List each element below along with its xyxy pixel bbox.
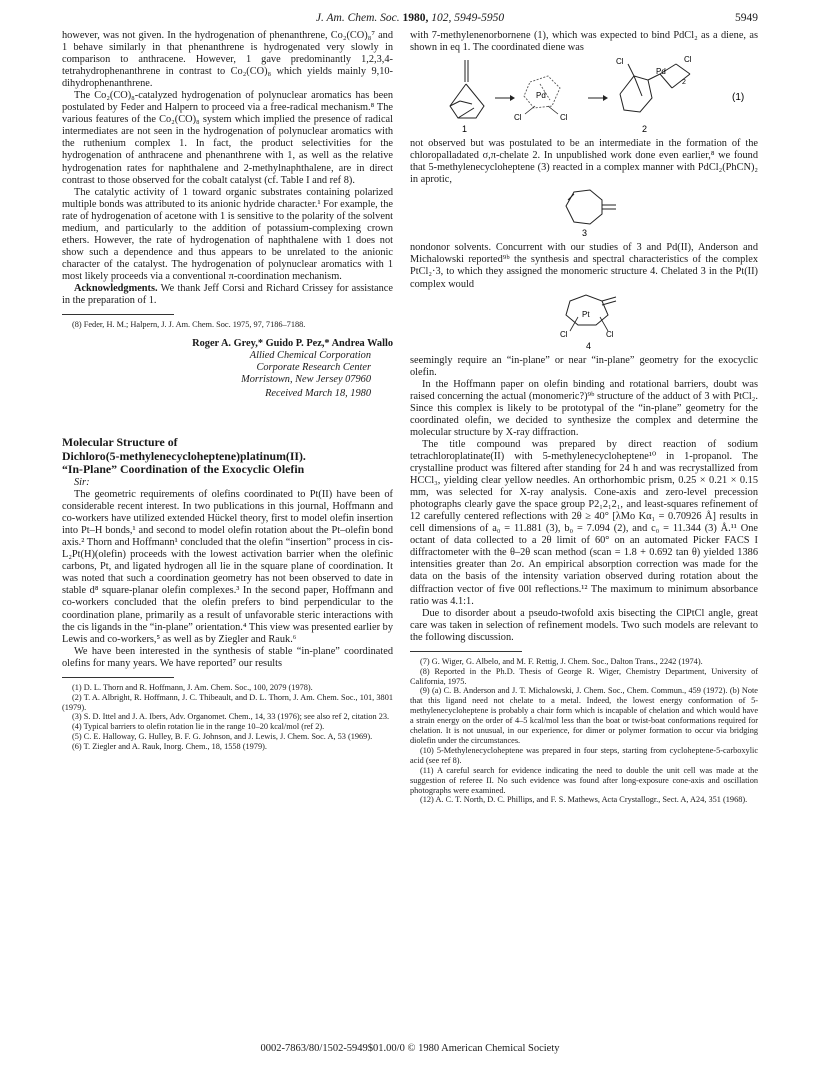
left-column bbox=[62, 30, 393, 752]
footnote: (6) T. Ziegler and A. Rauk, Inorg. Chem., 18, 1558 (1979). bbox=[72, 742, 267, 752]
footnote: (12) A. C. T. North, D. C. Phillips, and F. S. Mathews, Acta Crystallogr., Sect. A, A24, 351 (1968). bbox=[420, 795, 748, 805]
footnote: (10) 5-Methylenecycloheptene was prepared in four steps, starting from cycloheptene-5-carboxylic acid (see ref 8). bbox=[410, 745, 758, 765]
compound-2-label: 2 bbox=[642, 124, 648, 135]
footnote-rule bbox=[410, 651, 522, 652]
arrow-head bbox=[603, 95, 608, 101]
footnote: (11) A careful search for evidence indicating the need to double the unit cell was made at the suggestion of referee II. No such evidence was found after long-exposure cone-axis and oscillation photographs were examined. bbox=[410, 765, 758, 795]
svg-text:Cl: Cl bbox=[684, 55, 692, 65]
compound-3-figure bbox=[410, 186, 758, 242]
page-footer: 0002-7863/80/1502-5949$01.00/0 © 1980 American Chemical Society bbox=[260, 1043, 560, 1054]
footnote-rule bbox=[62, 314, 174, 315]
affiliation: Allied Chemical Corporation bbox=[249, 350, 371, 362]
paragraph: In the Hoffmann paper on olefin binding and rotational barriers, doubt was raised concerning the actual (monomeric?)⁹ᵇ structure of the adduct of 3 with PtCl₂. Since this complex is likely to be prototypal of the “in-plane” geometry for the coordinated olefin, we decided to synthesize the complex and determine the molecular structure by X-ray diffraction. bbox=[410, 378, 758, 438]
footnote: (3) S. D. Ittel and J. A. Ibers, Adv. Organomet. Chem., 14, 33 (1976); see also ref 2, citation 23. bbox=[72, 712, 390, 722]
authors: Roger A. Grey,* Guido P. Pez,* Andrea Wallo bbox=[192, 337, 393, 349]
footnote: (9) (a) C. B. Anderson and J. T. Michalowski, J. Chem. Soc., Chem. Commun., 459 (1972). (b) Note that this ligand need not chelate to a metal. Indeed, the lowest energy conformation of 5-methylenecycloheptene is probably a chair form which is incapable of chelation and which would have a strain energy on the order of 4–5 kcal/mol less than the boat or twist-boat conformations required for chelation. It is not unusual, in our experience, for dimer or polymer formation to occur via bridging diolefin under the circumstances. bbox=[410, 686, 758, 745]
affiliation: Morristown, New Jersey 07960 bbox=[241, 374, 371, 386]
svg-text:2: 2 bbox=[682, 79, 686, 87]
paragraph: The Co₂(CO)₈-catalyzed hydrogenation of polynuclear aromatics has been postulated by Feder and Halpern to proceed via a free-radical mechanism.⁸ The various features of the Co₂(CO)₈ system which implied the presence of radical intermediates are not seen in the hydrogenation of polynuclear aromatics with the ruthenium complex 1. In fact, the product selectivities for the hydrogenation of anthracene and phenanthrene with 1, as well as the relative hydrogenation rates for naphthalene and 2-methylnaphthalene, are in direct contrast to those observed for the cobalt catalyst (cf. Table I and ref 8). bbox=[62, 90, 393, 186]
affiliation: Corporate Research Center bbox=[256, 362, 371, 374]
article-title: Molecular Structure of Dichloro(5-methylenecycloheptene)platinum(II). “In-Plane” Coordination of the Exocyclic Olefin bbox=[62, 435, 306, 477]
paragraph: Due to disorder about a pseudo-twofold axis bisecting the ClPtCl angle, great care was taken in selection of refinement models. Two such models are relevant to the following discussion. bbox=[410, 607, 758, 643]
footnote: (7) G. Wiger, G. Albelo, and M. F. Rettig, J. Chem. Soc., Dalton Trans., 2242 (1974). bbox=[420, 656, 703, 666]
journal-citation: J. Am. Chem. Soc. 1980, 102, 5949-5950 bbox=[315, 12, 505, 24]
svg-text:Cl: Cl bbox=[560, 113, 568, 123]
paragraph: The geometric requirements of olefins coordinated to Pt(II) have been of considerable recent interest. In two publications in this journal, Hoffmann and co-workers have utilized extended Hückel theory, first to model olefin insertion into Pt–H bonds,¹ and second to model olefin rotation about the Pt–olefin bond axis.² Thorn and Hoffmann¹ concluded that the olefin “insertion” process in cis-L₂Pt(H)(olefin) proceeds with the lowest activation barrier when the olefinic carbons, Pt, and ligated hydrogen all lie in the square plane of coordination. It was noted that such a coordination geometry has not been observed to date in stable d⁸ square-planar olefin complexes.³ In the second paper, Hoffmann and co-workers concluded that the olefin prefers to bind perpendicular to the coordination plane, primarily as a result of unfavorable steric interactions with the cis ligands in the “in-plane” orientation.⁴ This view was presented earlier by Lewis and co-workers,⁵ as well as by Ziegler and Rauk.⁶ bbox=[62, 489, 393, 645]
compound-2-structure bbox=[620, 64, 690, 112]
footnote: (5) C. E. Halloway, G. Hulley, B. F. G. Johnson, and J. Lewis, J. Chem. Soc. A, 53 (1969). bbox=[72, 732, 373, 742]
paragraph: The catalytic activity of 1 toward organic substrates containing polarized multiple bonds was attributed to its anionic hydride character.¹ For example, the rate of hydrogenation of acetone with 1 is sensitive to the polarity of the solvent medium, and particularly to the addition of potassium-complexing crown ethers. However, the rate of hydrogenation of naphthalene with 1 does not show such a dependence and thus appears to be unrelated to the anionic character of the catalyst. The hydrogenation of polynuclear aromatics with 1 most likely proceeds via a conventional π-coordination mechanism. bbox=[62, 186, 393, 282]
compound-1-structure bbox=[450, 60, 484, 118]
paragraph: not observed but was postulated to be an intermediate in the formation of the chloropalladated σ,π-chelate 2. In unpublished work done even earlier,⁸ we found that 5-methylenecycloheptene (3) reacted in a complex manner with PdCl₂(PhCN)₂ in aprotic, bbox=[410, 138, 758, 186]
paragraph: nondonor solvents. Concurrent with our studies of 3 and Pd(II), Anderson and Michalowski reported⁹ᵇ the synthesis and spectral characteristics of the complex PtCl₂·3, to which they assigned the monomeric structure 4. Chelated 3 in the Pt(II) complex would bbox=[410, 242, 758, 290]
svg-text:Pd: Pd bbox=[536, 91, 546, 101]
paragraph: however, was not given. In the hydrogenation of phenanthrene, Co₂(CO)₈⁷ and 1 behave similarly in that phenanthrene is hydrogenated very slowly in comparison to anthracene. However, 1 gave predominantly 1,2,3,4-tetrahydrophenanthrene in contrast to Co₂(CO)₈ which yields mainly 9,10-dihydrophenanthrene. bbox=[62, 30, 393, 90]
compound-4-structure bbox=[410, 291, 758, 351]
acknowledgments: Acknowledgments. We thank Jeff Corsi and Richard Crissey for assistance in the preparation of 1. bbox=[62, 282, 393, 307]
page-number: 5949 bbox=[735, 12, 758, 24]
arrow-head bbox=[510, 95, 515, 101]
compound-3-structure bbox=[410, 186, 758, 238]
salutation: Sir: bbox=[74, 477, 90, 488]
equation-number: (1) bbox=[732, 92, 745, 104]
page-header bbox=[0, 12, 820, 30]
svg-text:Cl: Cl bbox=[560, 329, 568, 339]
footnote: (8) Feder, H. M.; Halpern, J. J. Am. Chem. Soc. 1975, 97, 7186–7188. bbox=[72, 320, 306, 330]
received-date: Received March 18, 1980 bbox=[265, 388, 371, 400]
paragraph: with 7-methylenenorbornene (1), which was expected to bind PdCl₂ as a diene, as shown in eq 1. The coordinated diene was bbox=[410, 30, 758, 54]
compound-4-label: 4 bbox=[586, 340, 592, 351]
footnote: (1) D. L. Thorn and R. Hoffmann, J. Am. Chem. Soc., 100, 2079 (1978). bbox=[72, 682, 313, 692]
footnote: (4) Typical barriers to olefin rotation lie in the range 10–20 kcal/mol (ref 2). bbox=[72, 722, 325, 732]
footnote: (2) T. A. Albright, R. Hoffmann, J. C. Thibeault, and D. L. Thorn, J. Am. Chem. Soc., 101, 3801 (1979). bbox=[62, 692, 393, 712]
svg-text:Cl: Cl bbox=[606, 329, 614, 339]
compound-1-label: 1 bbox=[462, 124, 468, 135]
paragraph: seemingly require an “in-plane” or near “in-plane” geometry for the exocyclic olefin. bbox=[410, 354, 758, 378]
compound-4-figure bbox=[410, 291, 758, 355]
right-column bbox=[410, 30, 758, 805]
svg-text:Pt: Pt bbox=[582, 309, 590, 319]
footnote-rule bbox=[62, 677, 174, 678]
paragraph: The title compound was prepared by direct reaction of sodium tetrachloroplatinate(II) with 5-methylenecycloheptene¹⁰ in 1-propanol. The crystalline product was filtered after standing for 24 h and was recrystallized from HCCl₃, yielding clear yellow needles. An orthorhombic prism, 0.25 × 0.21 × 0.15 mm, was selected for X-ray analysis. Cone-axis and zero-level precession photographs clearly gave the space group P2₁2₁2₁, and least-squares refinement of 12 carefully centered reflections with 2θ ≥ 40° [λMo Kα₁ = 0.70926 Å] results in cell dimensions of a₀ = 11.881 (3), b₀ = 7.094 (2), and c₀ = 11.344 (3) Å.¹¹ One octant of data collected to a 2θ limit of 60° on an automated Picker FACS I diffractometer with the θ–2θ scan method (scan = 1.8 + 0.692 tan θ) yielded 1386 intensities greater than 2σ. An empirical absorption correction was made for the data on the basis of the intensity variation observed during rotation about the diffraction vector of five 00l reflections.¹² The maximum to minimum absorbance ratio was 4.1:1. bbox=[410, 438, 758, 607]
footnote: (8) Reported in the Ph.D. Thesis of George R. Wiger, Chemistry Department, University of California, 1975. bbox=[410, 666, 758, 686]
equation-1-figure bbox=[410, 54, 758, 138]
svg-text:Cl: Cl bbox=[514, 113, 522, 123]
paragraph: We have been interested in the synthesis of stable “in-plane” coordinated olefins for many years. We have reported⁷ our results bbox=[62, 645, 393, 669]
svg-text:Pd: Pd bbox=[656, 67, 666, 77]
compound-3-label: 3 bbox=[582, 228, 588, 239]
reaction-scheme bbox=[410, 54, 758, 134]
svg-text:Cl: Cl bbox=[616, 57, 624, 67]
